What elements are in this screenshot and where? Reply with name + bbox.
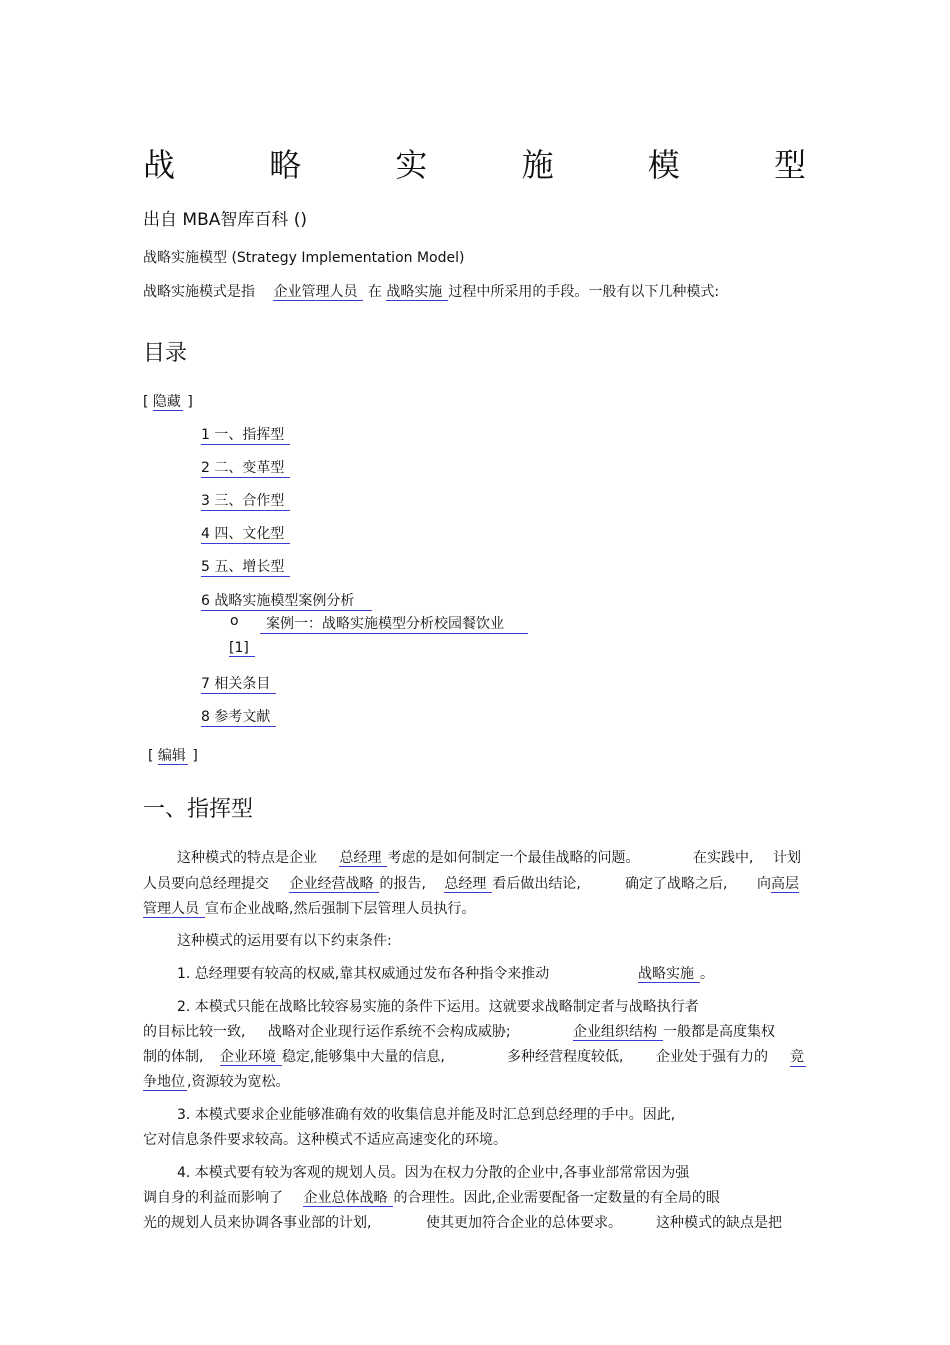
text: 向 <box>757 876 771 892</box>
paragraph-line <box>177 847 639 867</box>
text: 使其更加符合企业的总体要求。 <box>426 1215 622 1231</box>
text: 光的规划人员来协调各事业部的计划, <box>143 1215 372 1231</box>
bracket: [ <box>148 748 154 764</box>
toc-sub-item-case1[interactable]: 案例一：战略实施模型分析校园餐饮业 <box>260 613 528 634</box>
bracket: [ <box>143 394 149 410</box>
condition-3: 3. 本模式要求企业能够准确有效的收集信息并能及时汇总到总经理的手中。因此, <box>177 1107 676 1123</box>
paragraph-line: 它对信息条件要求较高。这种模式不适应高速变化的环境。 <box>143 1132 507 1148</box>
text: 的目标比较一致, <box>143 1024 246 1040</box>
link-org-structure[interactable]: 企业组织结构 <box>573 1024 663 1041</box>
toc-heading: 目录 <box>143 341 188 366</box>
link-general-manager[interactable]: 总经理 <box>339 850 387 867</box>
text: 稳定,能够集中大量的信息, <box>281 1049 445 1065</box>
title-char: 型 <box>773 146 806 184</box>
text: 在实践中, <box>693 850 754 866</box>
link-overall-strategy[interactable]: 企业总体战略 <box>303 1190 393 1207</box>
intro-text: 过程中所采用的手段。一般有以下几种模式: <box>448 284 720 300</box>
toc-item-5[interactable]: 5 五、增长型 <box>201 556 290 577</box>
hide-toc-link[interactable]: 隐藏 <box>152 394 181 410</box>
toc-item-2[interactable]: 2 二、变革型 <box>201 457 290 478</box>
text: 多种经营程度较低, <box>507 1049 624 1065</box>
link-senior-managers[interactable]: 高层 <box>771 876 799 892</box>
paragraph-line <box>143 1071 289 1091</box>
paragraph-line <box>757 873 799 893</box>
toc-item-1[interactable]: 1 一、指挥型 <box>201 424 290 445</box>
paragraph: 这种模式的运用要有以下约束条件: <box>177 933 392 949</box>
text: 看后做出结论, <box>492 876 581 892</box>
condition-4: 4. 本模式要有较为客观的规划人员。因为在权力分散的企业中,各事业部常常因为强 <box>177 1165 690 1181</box>
text: 战略对企业现行运作系统不会构成威胁; <box>267 1024 511 1040</box>
intro-text: 战略实施模式是指 <box>143 284 255 300</box>
link-enterprise-environment[interactable]: 企业环境 <box>220 1049 282 1066</box>
edit-link[interactable]: 编辑 <box>157 748 186 764</box>
intro-text: 在 <box>367 284 382 300</box>
title-char: 实 <box>395 146 428 184</box>
text: 的报告, <box>379 876 426 892</box>
page-title <box>143 140 806 186</box>
text: 计划 <box>773 850 801 866</box>
link-strategy-implementation-2[interactable]: 战略实施 <box>638 966 700 983</box>
link-business-strategy[interactable]: 企业经营战略 <box>289 876 379 893</box>
bracket: ] <box>192 748 198 764</box>
title-char: 战 <box>143 146 176 184</box>
text: 制的体制, <box>143 1049 204 1065</box>
link-enterprise-managers[interactable]: 企业管理人员 <box>273 284 363 301</box>
toc-sub-ref[interactable]: [1] <box>229 640 255 657</box>
section-heading-command: 一、指挥型 <box>143 797 254 822</box>
text: 。 <box>700 966 714 982</box>
link-general-manager-2[interactable]: 总经理 <box>444 876 492 893</box>
text: 这种模式的特点是企业 <box>177 850 317 866</box>
condition-2: 2. 本模式只能在战略比较容易实施的条件下运用。这就要求战略制定者与战略执行者 <box>177 999 699 1015</box>
condition-1-link <box>638 963 714 983</box>
paragraph-line <box>573 1021 775 1041</box>
text: 确定了战略之后, <box>625 876 728 892</box>
text: 的合理性。因此,企业需要配备一定数量的有全局的眼 <box>393 1190 720 1206</box>
bracket: ] <box>187 394 193 410</box>
source-line: 出自 MBA智库百科 () <box>143 210 308 230</box>
text: 人员要向总经理提交 <box>143 876 269 892</box>
text: 宣布企业战略,然后强制下层管理人员执行。 <box>205 901 476 917</box>
condition-1: 1. 总经理要有较高的权威,靠其权威通过发布各种指令来推动 <box>177 966 550 982</box>
paragraph-line <box>143 1021 511 1041</box>
text: ,资源较为宽松。 <box>187 1074 290 1090</box>
toc-item-7[interactable]: 7 相关条目 <box>201 673 276 694</box>
text: 企业处于强有力的 <box>656 1049 768 1065</box>
text: 调自身的利益而影响了 <box>143 1190 283 1206</box>
link-senior-managers-cont[interactable]: 管理人员 <box>143 901 205 918</box>
paragraph-line <box>143 1187 720 1207</box>
toc-sub-bullet: o <box>230 613 239 629</box>
paragraph-line <box>143 898 475 918</box>
link-competitive-position-cont[interactable]: 争地位 <box>143 1074 185 1090</box>
text: 考虑的是如何制定一个最佳战略的问题。 <box>387 850 640 866</box>
edit-section-control <box>148 745 198 765</box>
toc-item-3[interactable]: 3 三、合作型 <box>201 490 290 511</box>
link-competitive-position[interactable]: 竞 <box>790 1046 806 1067</box>
title-char: 略 <box>269 146 302 184</box>
toc-item-6[interactable]: 6 战略实施模型案例分析 <box>201 590 372 611</box>
toc-item-8[interactable]: 8 参考文献 <box>201 706 276 727</box>
paragraph-line <box>143 873 581 893</box>
link-strategy-implementation[interactable]: 战略实施 <box>386 284 448 301</box>
toc-hide-toggle <box>143 391 193 411</box>
intro-paragraph <box>143 281 719 301</box>
paragraph-line <box>143 1046 445 1066</box>
text: 这种模式的缺点是把 <box>656 1215 782 1231</box>
text: 一般都是高度集权 <box>663 1024 775 1040</box>
title-char: 施 <box>521 146 554 184</box>
title-char: 模 <box>647 146 680 184</box>
subtitle: 战略实施模型 (Strategy Implementation Model) <box>143 250 465 266</box>
toc-item-4[interactable]: 4 四、文化型 <box>201 523 290 544</box>
